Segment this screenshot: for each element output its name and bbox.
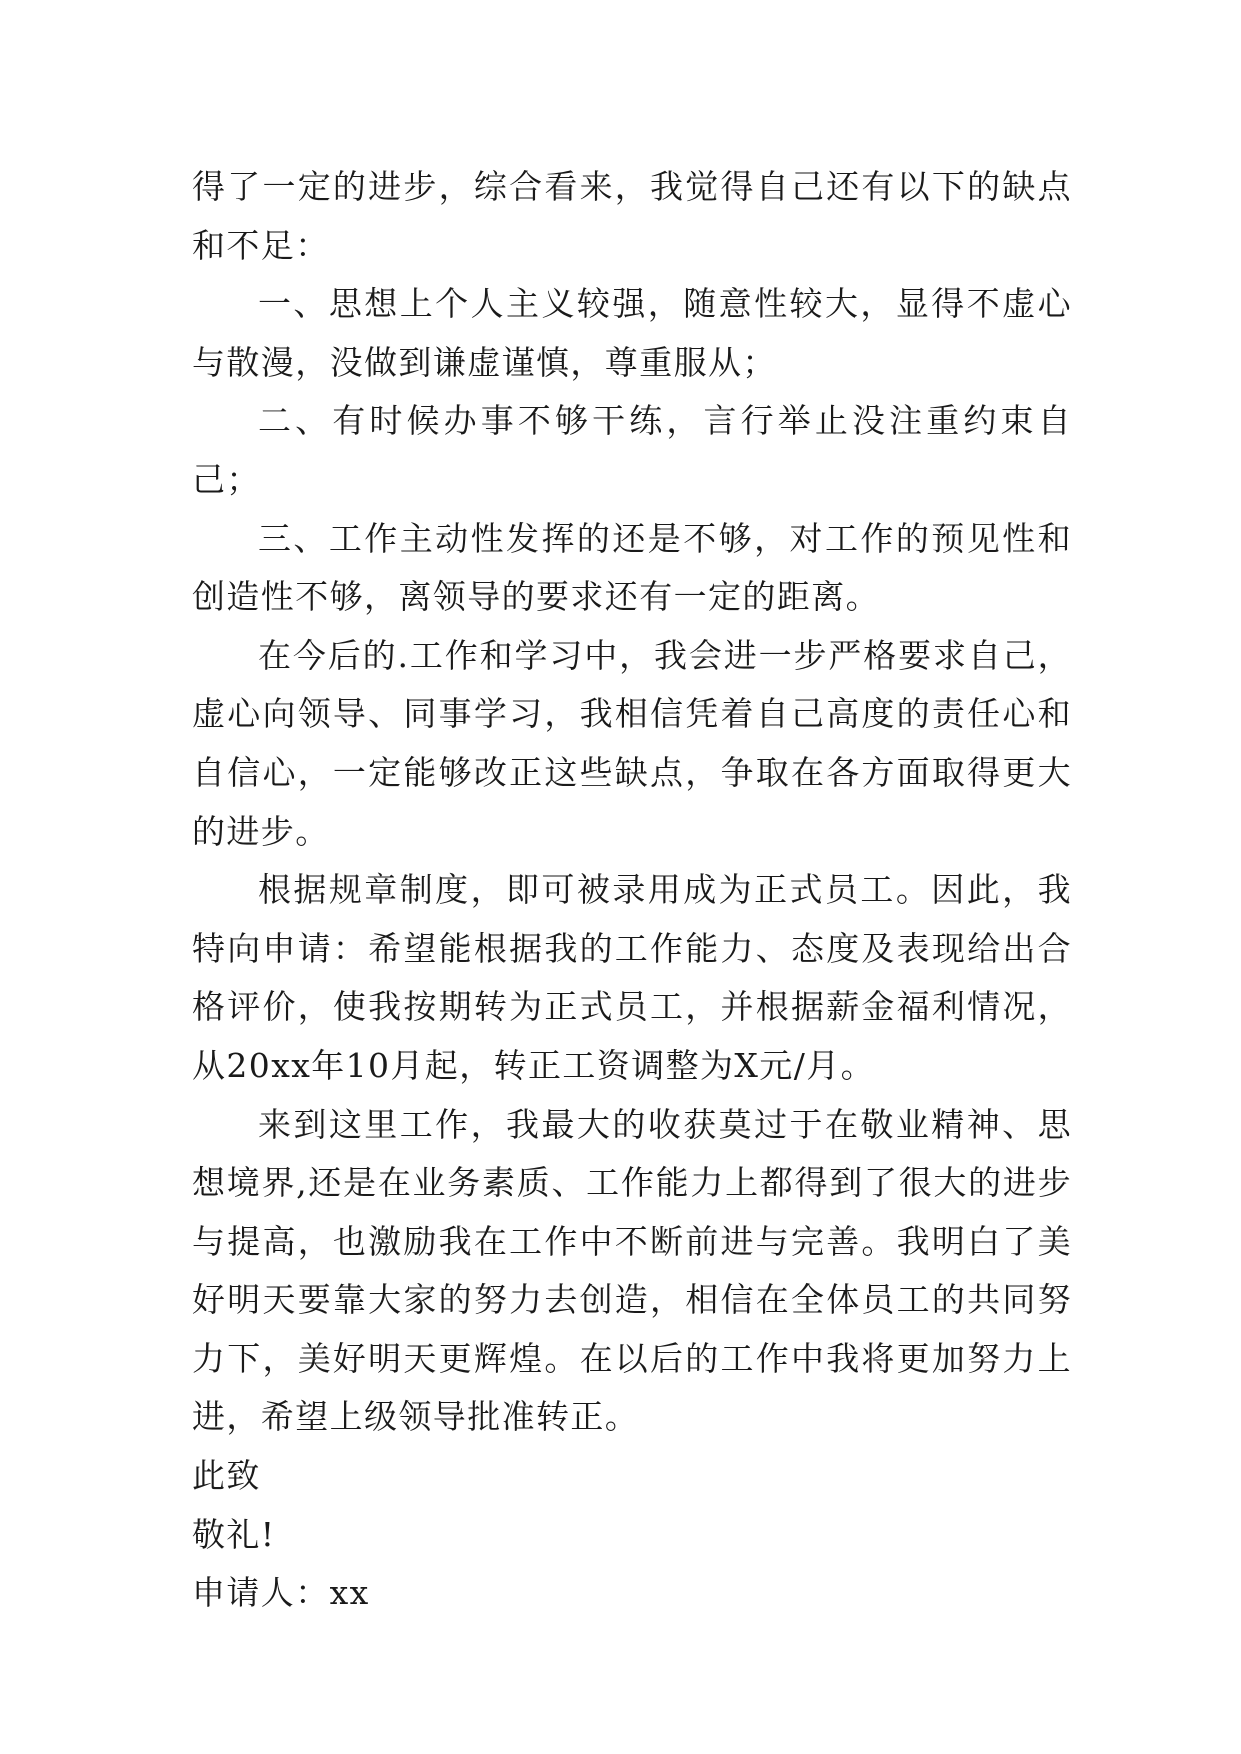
paragraph-continuation: 得了一定的进步，综合看来，我觉得自己还有以下的缺点和不足： <box>192 167 1072 265</box>
paragraph-conclusion: 来到这里工作，我最大的收获莫过于在敬业精神、思想境界,还是在业务素质、工作能力上都得到了很大的进步与提高，也激励我在工作中不断前进与完善。我明白了美好明天要靠大家的努力去创造，相信在全体员工的共同努力下，美好明天更辉煌。在以后的工作中我将更加努力上进，希望上级领导批准转正。 <box>192 1104 1072 1437</box>
closing-salutation: 此致 <box>192 1456 261 1496</box>
paragraph-shortcoming-3: 三、工作主动性发挥的还是不够，对工作的预见性和创造性不够，离领导的要求还有一定的距离。 <box>192 518 1072 617</box>
paragraph-shortcoming-2: 二、有时候办事不够干练，言行举止没注重约束自己； <box>192 401 1072 499</box>
paragraph-application: 根据规章制度，即可被录用成为正式员工。因此，我特向申请：希望能根据我的工作能力、态度及表现给出合格评价，使我按期转为正式员工，并根据薪金福利情况，从20xx年10月起，转正工资调整为X元/月。 <box>192 870 1072 1085</box>
paragraph-shortcoming-1: 一、思想上个人主义较强，随意性较大，显得不虚心与散漫，没做到谦虚谨慎，尊重服从； <box>192 284 1072 382</box>
paragraph-future-plan: 在今后的.工作和学习中，我会进一步严格要求自己，虚心向领导、同事学习，我相信凭着自己高度的责任心和自信心，一定能够改正这些缺点，争取在各方面取得更大的进步。 <box>192 635 1072 851</box>
applicant-signature: 申请人：xx <box>192 1573 370 1613</box>
closing-regards: 敬礼! <box>192 1514 276 1554</box>
letter-body <box>192 158 1072 1623</box>
